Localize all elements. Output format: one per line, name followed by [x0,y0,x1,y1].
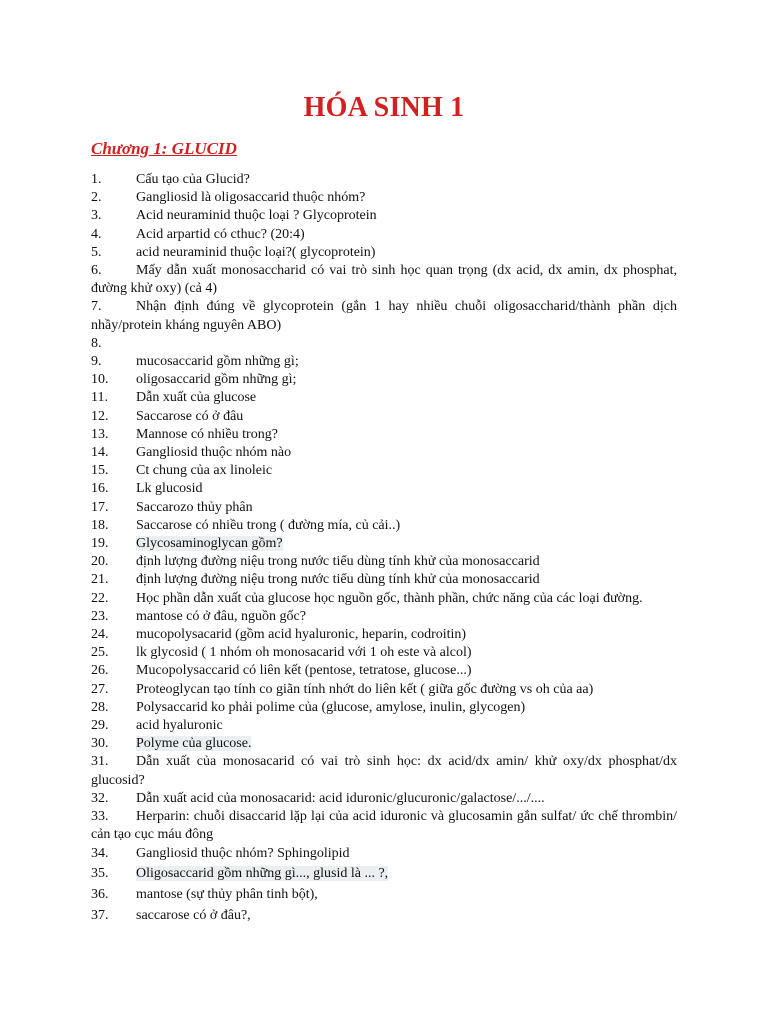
item-text: định lượng đường niệu trong nước tiểu dùng tính khử của monosaccarid [136,554,540,570]
list-item [91,553,677,571]
item-number: 11. [91,390,108,406]
item-number: 25. [91,645,109,661]
list-item [91,189,677,207]
list-item [91,353,677,371]
list-item [91,371,677,389]
list-item [91,753,677,789]
list-item [91,462,677,480]
item-text: Dẫn xuất acid của monosacarid: acid iduronic/glucuronic/galactose/.../.... [136,790,545,806]
item-number: 23. [91,608,109,624]
item-number: 29. [91,718,109,734]
item-number: 2. [91,190,102,206]
item-number: 24. [91,627,109,643]
list-item [91,865,677,883]
item-number: 12. [91,408,109,424]
question-list [91,171,677,925]
list-item [91,426,677,444]
item-number: 17. [91,499,109,515]
item-number: 31. [91,754,109,770]
list-item [91,480,677,498]
item-number: 27. [91,681,109,697]
item-number: 18. [91,517,109,533]
item-text: Dẫn xuất của glucose [136,390,257,406]
item-number: 28. [91,699,109,715]
list-item [91,790,677,808]
list-item [91,590,677,608]
list-item [91,735,677,753]
list-item [91,681,677,699]
item-number: 9. [91,354,102,370]
item-number: 7. [91,299,102,315]
list-item [91,571,677,589]
list-item [91,662,677,680]
item-number: 4. [91,226,102,242]
list-item [91,517,677,535]
item-number: 20. [91,554,109,570]
item-text: lk glycosid ( 1 nhóm oh monosacarid với 1 oh este và alcol) [136,645,472,661]
item-text: Mucopolysaccarid có liên kết (pentose, tetratose, glucose...) [136,663,472,679]
item-number: 34. [91,845,109,861]
list-item [91,335,677,353]
item-text: Gangliosid thuộc nhóm nào [136,445,292,461]
list-item [91,699,677,717]
list-item [91,408,677,426]
item-text: Lk glucosid [136,481,203,497]
list-item [91,298,677,334]
item-number: 13. [91,426,109,442]
list-item [91,808,677,844]
item-number: 21. [91,572,109,588]
item-number: 32. [91,790,109,806]
list-item [91,608,677,626]
list-item [91,535,677,553]
list-item [91,262,677,298]
item-text: Ct chung của ax linoleic [136,463,273,479]
item-text: Polysaccarid ko phải polime của (glucose, amylose, inulin, glycogen) [136,699,526,715]
item-number: 33. [91,809,109,825]
item-number: 6. [91,263,102,279]
item-text: Proteoglycan tạo tính co giãn tính nhớt do liên kết ( giữa gốc đường vs oh của aa) [136,681,594,697]
item-number: 22. [91,590,109,606]
item-number: 10. [91,372,109,388]
item-text: oligosaccarid gồm những gì; [136,372,297,388]
list-item [91,886,677,904]
item-number: 15. [91,463,109,479]
item-text: Cấu tạo của Glucid? [136,172,250,187]
item-text: acid neuraminid thuộc loại?( glycoprotein) [136,244,376,260]
item-number: 36. [91,886,109,902]
item-text: saccarose có ở đâu?, [136,908,251,924]
item-text: Saccarose có nhiều trong ( đường mía, củ cải..) [136,517,401,533]
item-text: Acid neuraminid thuộc loại ? Glycoprotein [136,208,377,224]
list-item [91,244,677,262]
list-item [91,226,677,244]
list-item [91,444,677,462]
item-text [91,535,677,553]
list-item [91,207,677,225]
item-text: Saccarozo thủy phân [136,499,253,515]
item-number: 35. [91,865,109,881]
item-text: Acid arpartid có cthuc? (20:4) [136,226,305,242]
item-number: 19. [91,536,109,552]
item-text: Dẫn xuất của monosacarid có vai trò sinh học: dx acid/dx amin/ khử oxy/dx phosphat/dx glucosid? [91,754,677,788]
highlighted-text: Oligosaccarid gồm những gì..., glusid là ... ?, [136,865,389,881]
highlighted-text: Polyme của glucose. [136,736,252,752]
item-number: 30. [91,736,109,752]
item-text: định lượng đường niệu trong nước tiểu dùng tính khử của monosaccarid [136,572,540,588]
item-text: mucosaccarid gồm những gì; [136,354,299,370]
item-text: Mannose có nhiều trong? [136,426,278,442]
highlighted-text: Glycosaminoglycan gồm? [136,536,283,552]
item-text: mucopolysacarid (gồm acid hyaluronic, heparin, codroitin) [136,627,467,643]
item-text: Mấy dẫn xuất monosaccharid có vai trò sinh học quan trọng (dx acid, dx amin, dx phosphat, đường khử oxy) (cả 4) [91,263,677,297]
item-number: 5. [91,244,102,260]
list-item [91,499,677,517]
list-item [91,626,677,644]
item-number: 26. [91,663,109,679]
item-text: Gangliosid thuộc nhóm? Sphingolipid [136,845,350,861]
item-text: Gangliosid là oligosaccarid thuộc nhóm? [136,190,366,206]
item-text: mantose (sự thủy phân tinh bột), [136,886,318,902]
item-number: 16. [91,481,109,497]
chapter-heading: Chương 1: GLUCID [91,139,237,158]
item-number: 37. [91,908,109,924]
item-number: 8. [91,335,102,351]
list-item [91,907,677,925]
item-number: 1. [91,172,102,187]
item-text: mantose có ở đâu, nguồn gốc? [136,608,306,624]
list-item [91,389,677,407]
item-text: Nhận định đúng về glycoprotein (gắn 1 hay nhiều chuỗi oligosaccharid/thành phần dịch nhầy/protein kháng nguyên ABO) [91,299,677,333]
item-number: 14. [91,445,109,461]
item-text: acid hyaluronic [136,718,223,734]
item-text [91,735,677,753]
list-item [91,171,677,189]
item-number: 3. [91,208,102,224]
item-text [91,865,677,883]
item-text: Herparin: chuỗi disaccarid lặp lại của acid iduronic và glucosamin gắn sulfat/ ức chế thrombin/ cản tạo cục máu đông [91,809,677,843]
item-text: Saccarose có ở đâu [136,408,244,424]
list-item [91,845,677,863]
item-text: Học phần dẫn xuất của glucose học nguồn gốc, thành phần, chức năng của các loại đường. [136,590,643,606]
list-item [91,717,677,735]
document-title: HÓA SINH 1 [303,92,465,123]
list-item [91,644,677,662]
